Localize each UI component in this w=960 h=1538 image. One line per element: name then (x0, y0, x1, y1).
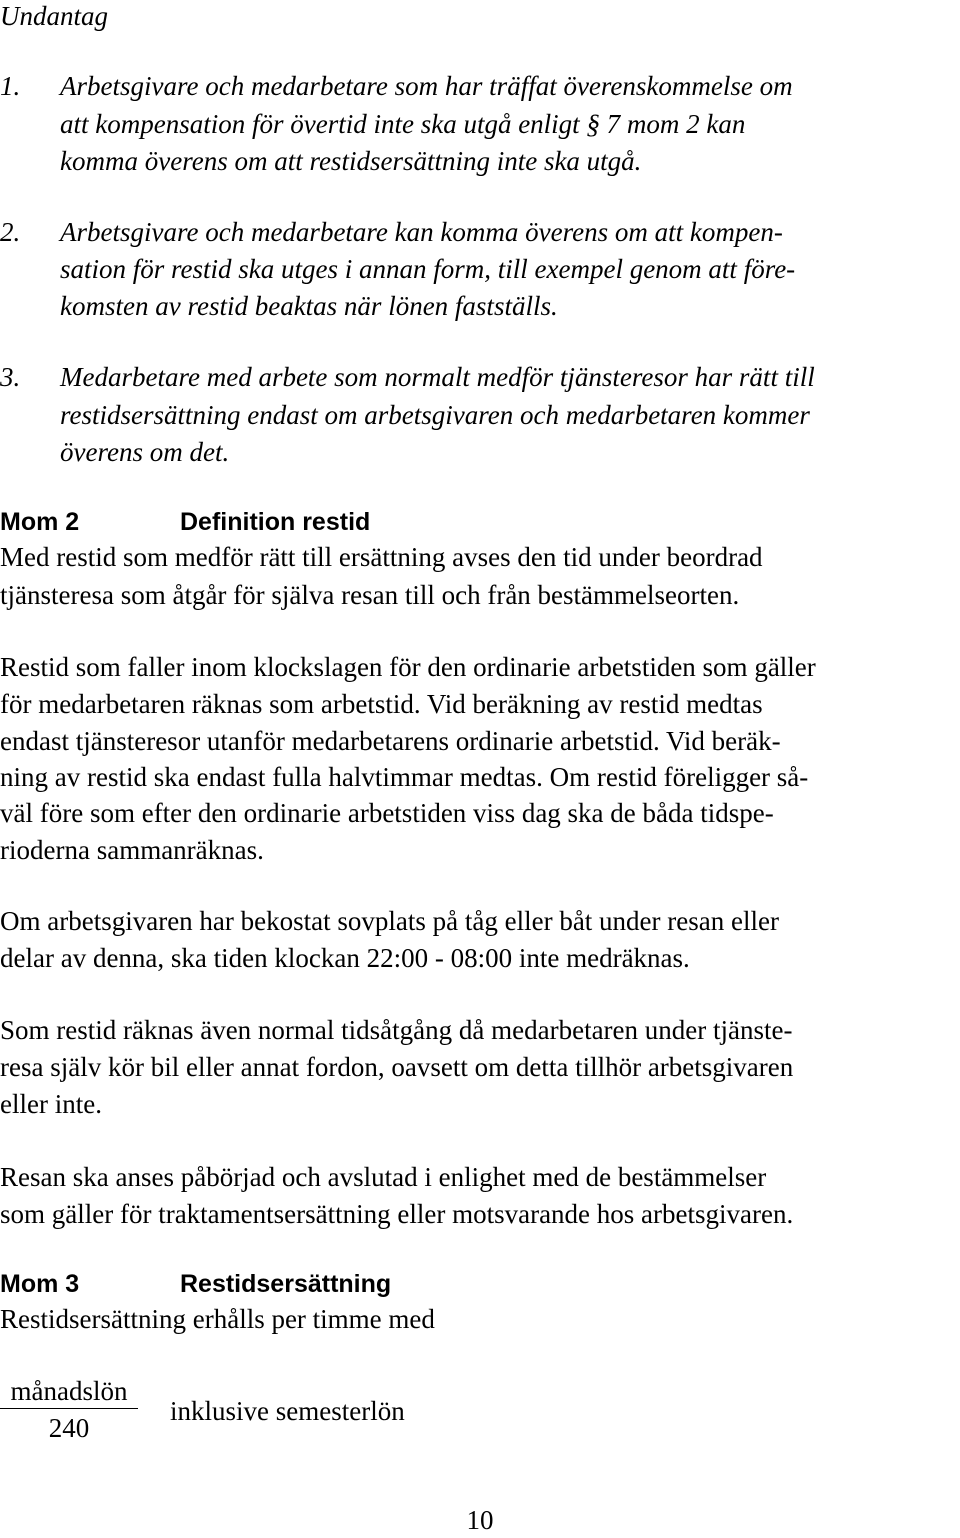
paragraph-line: Som restid räknas även normal tidsåtgång då medarbetaren under tjänste- (0, 1015, 793, 1045)
list-item-line: Arbetsgivare och medarbetare kan komma överens om att kompen- (60, 217, 783, 247)
list-item-line: restidsersättning endast om arbetsgivaren och medarbetaren kommer (60, 400, 810, 430)
paragraph-line: endast tjänsteresor utanför medarbetarens ordinarie arbetstid. Vid beräk- (0, 726, 781, 756)
formula-suffix: inklusive semesterlön (170, 1396, 405, 1426)
mom3-label: Mom 3 (0, 1270, 80, 1298)
page-number: 10 (466, 1505, 494, 1535)
list-number: 2. (0, 217, 21, 247)
list-item-line: Arbetsgivare och medarbetare som har träffat överenskommelse om (60, 71, 793, 101)
mom2-label: Mom 2 (0, 508, 80, 536)
list-item-line: att kompensation för övertid inte ska utgå enligt § 7 mom 2 kan (60, 109, 746, 139)
formula-fraction (0, 1374, 138, 1445)
mom3-title: Restidsersättning (180, 1270, 392, 1298)
section-heading-undantag: Undantag (0, 1, 108, 31)
mom3-intro: Restidsersättning erhålls per timme med (0, 1304, 435, 1334)
paragraph-line: delar av denna, ska tiden klockan 22:00 - 08:00 inte medräknas. (0, 943, 690, 973)
list-item-line: komma överens om att restidsersättning inte ska utgå. (60, 146, 642, 176)
list-item-line: Medarbetare med arbete som normalt medför tjänsteresor har rätt till (60, 362, 815, 392)
paragraph-line: Med restid som medför rätt till ersättning avses den tid under beordrad (0, 542, 763, 572)
list-item-line: komsten av restid beaktas när lönen fastställs. (60, 291, 558, 321)
mom3-heading (0, 1266, 391, 1302)
paragraph-line: resa själv kör bil eller annat fordon, oavsett om detta tillhör arbetsgivaren (0, 1052, 794, 1082)
fraction-numerator: månadslön (0, 1374, 138, 1409)
mom2-heading (0, 504, 370, 540)
list-number: 1. (0, 71, 21, 101)
paragraph-line: Restid som faller inom klockslagen för den ordinarie arbetstiden som gäller (0, 652, 816, 682)
paragraph-line: för medarbetaren räknas som arbetstid. Vid beräkning av restid medtas (0, 689, 763, 719)
paragraph-line: ning av restid ska endast fulla halvtimmar medtas. Om restid föreligger så- (0, 762, 809, 792)
fraction-denominator: 240 (48, 1413, 90, 1443)
mom2-title: Definition restid (180, 508, 371, 536)
paragraph-line: Resan ska anses påbörjad och avslutad i enlighet med de bestämmelser (0, 1162, 767, 1192)
paragraph-line: eller inte. (0, 1089, 102, 1119)
paragraph-line: väl före som efter den ordinarie arbetstiden viss dag ska de båda tidspe- (0, 798, 774, 828)
list-number: 3. (0, 362, 21, 392)
paragraph-line: tjänsteresa som åtgår för själva resan till och från bestämmelseorten. (0, 580, 740, 610)
paragraph-line: rioderna sammanräknas. (0, 835, 264, 865)
paragraph-line: Om arbetsgivaren har bekostat sovplats på tåg eller båt under resan eller (0, 906, 779, 936)
paragraph-line: som gäller för traktamentsersättning eller motsvarande hos arbetsgivaren. (0, 1199, 794, 1229)
list-item-line: sation för restid ska utges i annan form, till exempel genom att före- (60, 254, 796, 284)
list-item-line: överens om det. (60, 437, 230, 467)
